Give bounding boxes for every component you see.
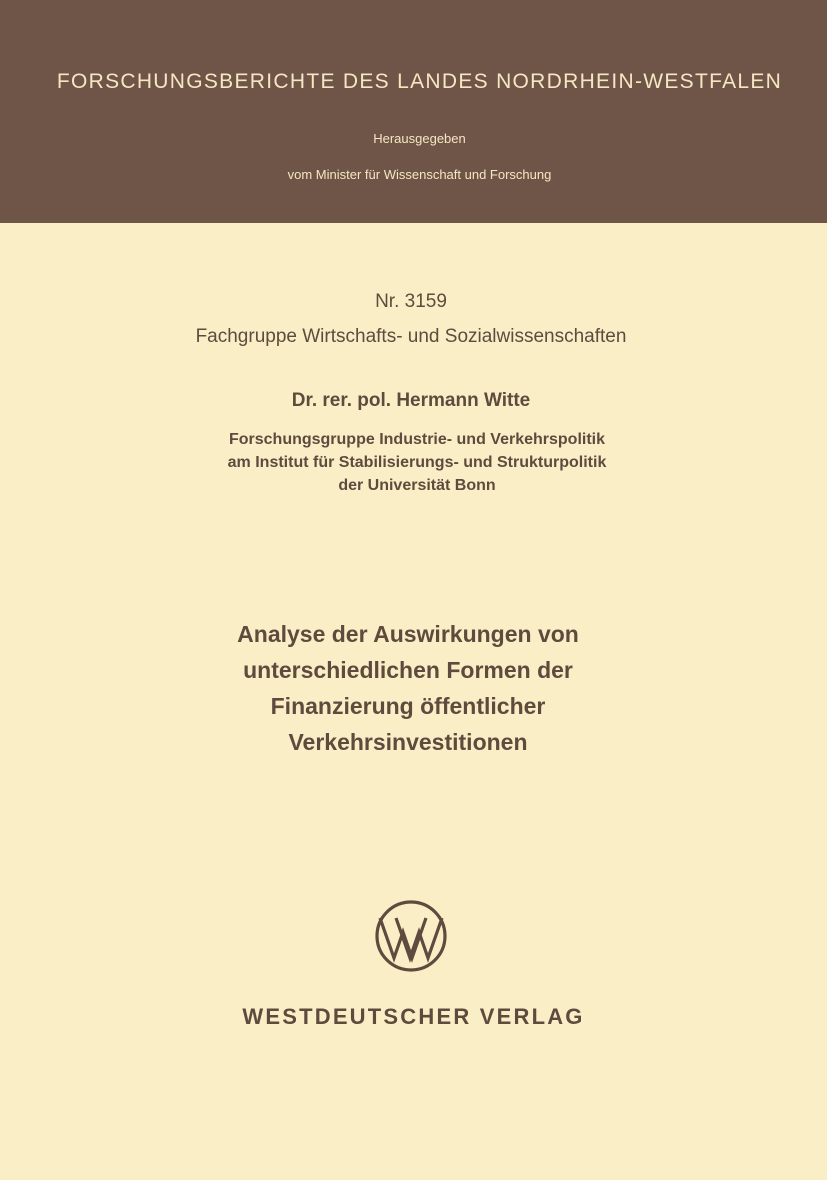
title-line: unterschiedlichen Formen der	[243, 657, 573, 683]
publisher-name: WESTDEUTSCHER VERLAG	[242, 1004, 585, 1029]
title-line: Analyse der Auswirkungen von	[237, 621, 579, 647]
book-title	[0, 616, 816, 760]
subject-group: Fachgruppe Wirtschafts- und Sozialwissenschaften	[195, 326, 627, 347]
affiliation-line: Forschungsgruppe Industrie- und Verkehrspolitik	[228, 431, 606, 448]
author-name: Dr. rer. pol. Hermann Witte	[291, 390, 531, 411]
title-line: Verkehrsinvestitionen	[288, 729, 528, 755]
header-band	[0, 0, 827, 223]
westdeutscher-verlag-logo-icon	[373, 898, 449, 974]
affiliation-line: der Universität Bonn	[338, 477, 496, 494]
editor-line-herausgegeben: Herausgegeben	[373, 131, 466, 146]
title-line: Finanzierung öffentlicher	[270, 693, 546, 719]
author-affiliation	[0, 428, 827, 497]
series-title: FORSCHUNGSBERICHTE DES LANDES NORDRHEIN-WESTFALEN	[56, 70, 783, 93]
affiliation-line: am Institut für Stabilisierungs- und Strukturpolitik	[227, 454, 607, 471]
editor-line-minister: vom Minister für Wissenschaft und Forschung	[287, 167, 552, 182]
report-number: Nr. 3159	[375, 291, 447, 312]
